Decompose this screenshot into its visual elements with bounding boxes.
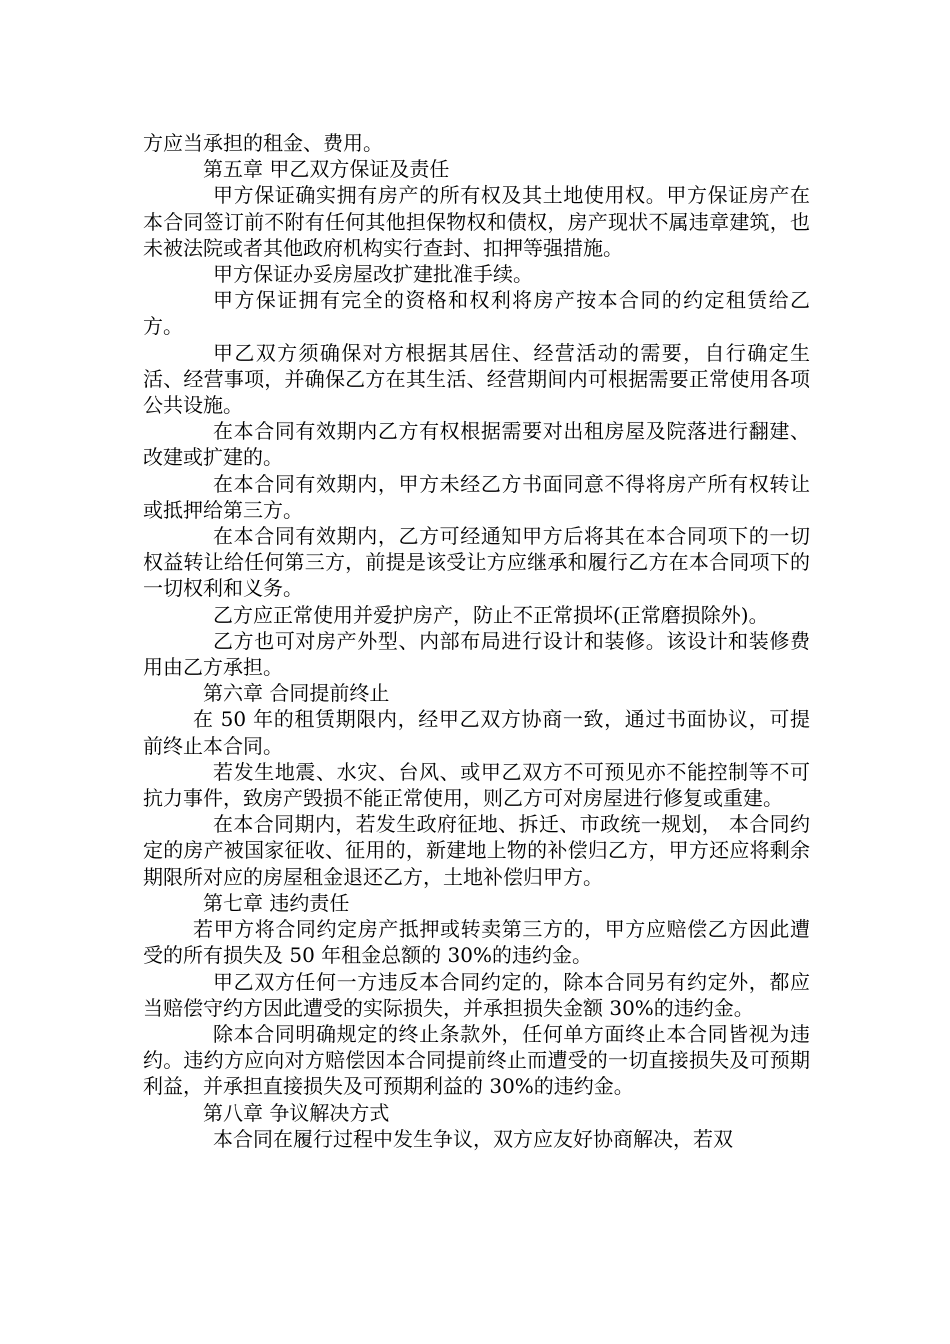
paragraph: 甲方保证办妥房屋改扩建批准手续。 [213, 262, 533, 287]
paragraph: 在 50 年的租赁期限内，经甲乙双方协商一致，通过书面协议，可提前终止本合同。 [143, 707, 810, 758]
paragraph: 在本合同有效期内，甲方未经乙方书面同意不得将房产所有权转让或抵押给第三方。 [143, 471, 810, 522]
paragraph: 乙方应正常使用并爱护房产，防止不正常损坏(正常磨损除外)。 [213, 602, 769, 627]
document-page [143, 130, 810, 1152]
chapter-heading-7: 第七章 违约责任 [203, 890, 350, 915]
paragraph-continuation: 方应当承担的租金、费用。 [143, 131, 383, 155]
paragraph: 在本合同期内，若发生政府征地、拆迁、市政统一规划， 本合同约定的房产被国家征收、征用的，新建地上物的补偿归乙方，甲方还应将剩余期限所对应的房屋租金退还乙方，土地补偿归甲方。 [143, 812, 810, 889]
paragraph: 甲乙双方须确保对方根据其居住、经营活动的需要，自行确定生活、经营事项，并确保乙方在其生活、经营期间内可根据需要正常使用各项公共设施。 [143, 340, 810, 418]
paragraph: 在本合同有效期内乙方有权根据需要对出租房屋及院落进行翻建、改建或扩建的。 [143, 419, 810, 470]
paragraph: 乙方也可对房产外型、内部布局进行设计和装修。该设计和装修费用由乙方承担。 [143, 628, 810, 680]
paragraph: 甲乙双方任何一方违反本合同约定的，除本合同另有约定外，都应当赔偿守约方因此遭受的实际损失，并承担损失金额 30%的违约金。 [143, 969, 810, 1020]
chapter-heading-5: 第五章 甲乙双方保证及责任 [203, 157, 450, 182]
chapter-heading-6: 第六章 合同提前终止 [203, 681, 390, 706]
paragraph: 除本合同明确规定的终止条款外，任何单方面终止本合同皆视为违约。违约方应向对方赔偿因本合同提前终止而遭受的一切直接损失及可预期利益，并承担直接损失及可预期利益的 30%的违约金。 [143, 1021, 810, 1099]
paragraph: 在本合同有效期内，乙方可经通知甲方后将其在本合同项下的一切权益转让给任何第三方，前提是该受让方应继承和履行乙方在本合同项下的一切权利和义务。 [143, 524, 810, 601]
paragraph: 甲方保证拥有完全的资格和权利将房产按本合同的约定租赁给乙方。 [143, 288, 810, 339]
chapter-heading-8: 第八章 争议解决方式 [203, 1100, 390, 1125]
paragraph: 本合同在履行过程中发生争议，双方应友好协商解决，若双 [213, 1126, 733, 1151]
paragraph: 若甲方将合同约定房产抵押或转卖第三方的，甲方应赔偿乙方因此遭受的所有损失及 50 年租金总额的 30%的违约金。 [143, 917, 810, 968]
paragraph: 若发生地震、水灾、台风、或甲乙双方不可预见亦不能控制等不可抗力事件，致房产毁损不能正常使用，则乙方可对房屋进行修复或重建。 [143, 759, 810, 811]
paragraph: 甲方保证确实拥有房产的所有权及其土地使用权。甲方保证房产在本合同签订前不附有任何其他担保物权和债权，房产现状不属违章建筑，也未被法院或者其他政府机构实行查封、扣押等强措施。 [143, 183, 810, 260]
